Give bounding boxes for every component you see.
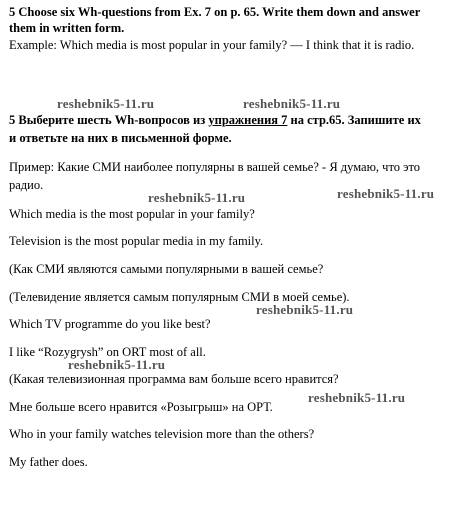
qa-line-4: (Телевидение является самым популярным СМИ в моей семье). [9, 290, 350, 304]
watermark: reshebnik5-11.ru [148, 190, 246, 205]
task-en-example: Example: Which media is most popular in your family? — I think that it is radio. [9, 38, 415, 52]
watermark: reshebnik5-11.ru [243, 96, 341, 111]
watermark: reshebnik5-11.ru [68, 357, 166, 372]
example-ru-line-2: радио. [9, 178, 44, 192]
task-ru-line-2: и ответьте на них в письменной форме. [9, 131, 232, 145]
watermark: reshebnik5-11.ru [337, 186, 435, 201]
qa-line-3: (Как СМИ являются самыми популярными в вашей семье? [9, 262, 324, 276]
watermark: reshebnik5-11.ru [308, 390, 406, 405]
task-ru-line-1-pre: 5 Выберите шесть Wh-вопросов из [9, 113, 209, 127]
qa-line-10: My father does. [9, 455, 88, 469]
task-ru-line-1-post: на стр.65. Запишите их [287, 113, 421, 127]
qa-line-1: Which media is the most popular in your family? [9, 207, 255, 221]
qa-line-7: (Какая телевизионная программа вам больше всего нравится? [9, 372, 339, 386]
qa-line-8: Мне больше всего нравится «Розыгрыш» на ОРТ. [9, 400, 273, 414]
task-ru-line-1 [9, 112, 421, 128]
qa-line-6: I like “Rozygrysh” on ORT most of all. [9, 345, 206, 359]
qa-line-2: Television is the most popular media in my family. [9, 234, 264, 248]
watermark: reshebnik5-11.ru [57, 96, 155, 111]
task-en-line-1: 5 Choose six Wh-questions from Ex. 7 on p. 65. Write them down and answer [9, 5, 421, 19]
watermark: reshebnik5-11.ru [256, 302, 354, 317]
example-ru-line-1: Пример: Какие СМИ наиболее популярны в вашей семье? - Я думаю, что это [9, 160, 421, 174]
qa-line-5: Which TV programme do you like best? [9, 317, 211, 331]
exercise-link[interactable]: упражнения 7 [208, 113, 288, 127]
task-en-line-2: them in written form. [9, 21, 125, 35]
qa-line-9: Who in your family watches television more than the others? [9, 427, 315, 441]
